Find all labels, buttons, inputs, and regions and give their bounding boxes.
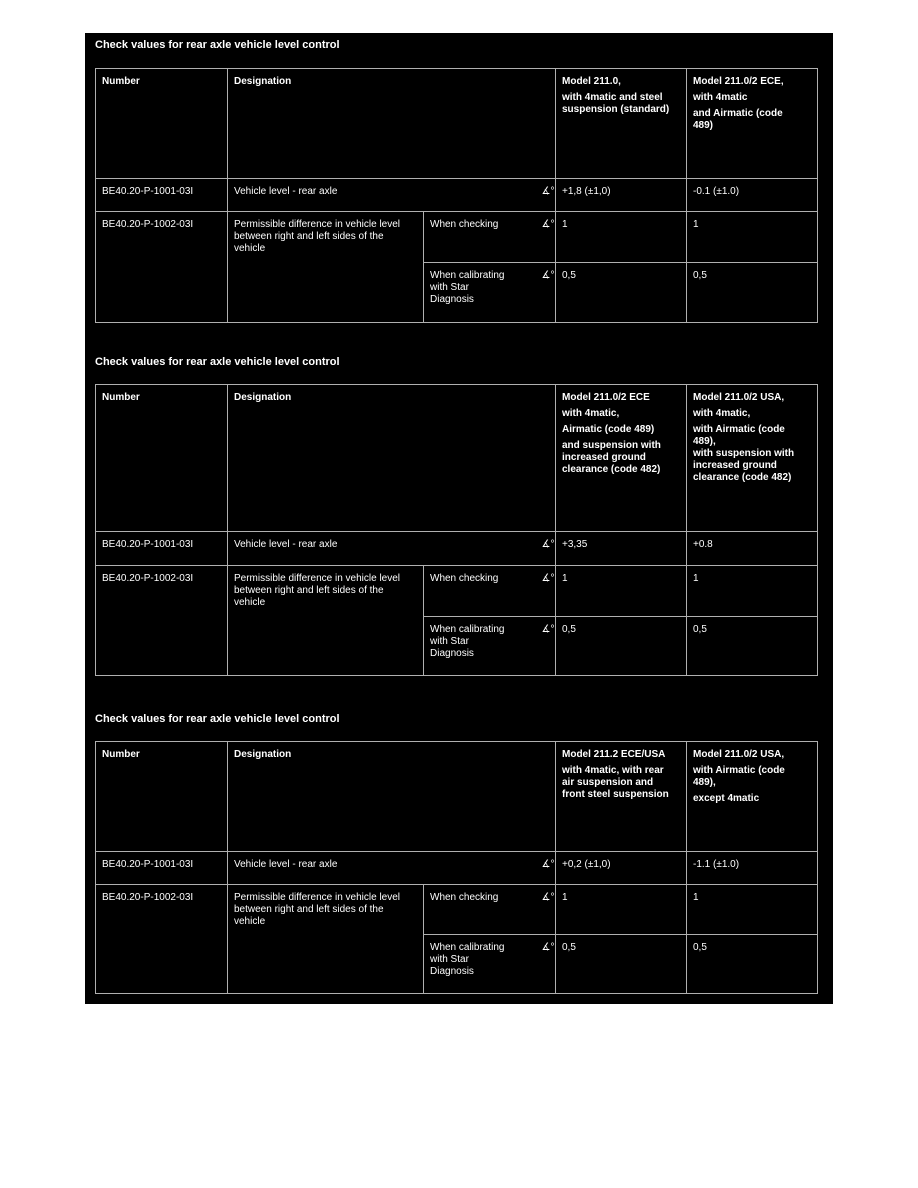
table-row	[96, 532, 818, 566]
angle-icon: ∡°	[536, 263, 556, 323]
row-designation: Vehicle level - rear axle	[228, 179, 536, 212]
when-checking-label: When checking	[424, 566, 536, 617]
table-header-row	[96, 385, 818, 532]
section-title: Check values for rear axle vehicle level control	[95, 39, 340, 51]
section-title: Check values for rear axle vehicle level control	[95, 356, 340, 368]
row-number: BE40.20-P-1002-03I	[96, 212, 228, 323]
check-values-table	[95, 384, 818, 676]
value-model-1: +0,2 (±1,0)	[556, 852, 687, 885]
table-row	[96, 852, 818, 885]
table-row	[96, 212, 818, 263]
row-designation: Permissible difference in vehicle level between right and left sides of the vehicle	[228, 212, 424, 323]
row-number: BE40.20-P-1001-03I	[96, 532, 228, 566]
value-model-1: 1	[556, 212, 687, 263]
angle-icon: ∡°	[536, 617, 556, 676]
row-number: BE40.20-P-1001-03I	[96, 852, 228, 885]
check-values-table	[95, 741, 818, 994]
value-model-2: 1	[687, 212, 818, 263]
table-header-row	[96, 742, 818, 852]
value-model-2: 0,5	[687, 935, 818, 994]
row-number: BE40.20-P-1001-03I	[96, 179, 228, 212]
header-number: Number	[96, 742, 228, 852]
header-designation: Designation	[228, 69, 556, 179]
value-model-1: 1	[556, 566, 687, 617]
value-model-2: 0,5	[687, 617, 818, 676]
table-row	[96, 179, 818, 212]
value-model-1: +1,8 (±1,0)	[556, 179, 687, 212]
header-designation: Designation	[228, 385, 556, 532]
angle-icon: ∡°	[536, 885, 556, 935]
header-model-1: Model 211.0/2 ECE with 4matic, Airmatic (code 489) and suspension with increased ground clearance (code 482)	[556, 385, 687, 532]
header-model-2: Model 211.0/2 USA, with Airmatic (code 489), except 4matic	[687, 742, 818, 852]
table-row	[96, 566, 818, 617]
header-model-1: Model 211.0, with 4matic and steel suspension (standard)	[556, 69, 687, 179]
value-model-1: 0,5	[556, 617, 687, 676]
row-number: BE40.20-P-1002-03I	[96, 885, 228, 994]
header-number: Number	[96, 69, 228, 179]
angle-icon: ∡°	[536, 566, 556, 617]
header-model-2: Model 211.0/2 ECE, with 4matic and Airmatic (code 489)	[687, 69, 818, 179]
row-designation: Vehicle level - rear axle	[228, 532, 536, 566]
when-calibrating-label: When calibrating with Star Diagnosis	[424, 935, 536, 994]
header-model-2: Model 211.0/2 USA, with 4matic, with Airmatic (code 489), with suspension with increased ground clearance (code 482)	[687, 385, 818, 532]
value-model-2: +0.8	[687, 532, 818, 566]
value-model-1: 0,5	[556, 263, 687, 323]
section-title: Check values for rear axle vehicle level control	[95, 713, 340, 725]
header-designation: Designation	[228, 742, 556, 852]
when-calibrating-label: When calibrating with Star Diagnosis	[424, 263, 536, 323]
header-number: Number	[96, 385, 228, 532]
when-checking-label: When checking	[424, 212, 536, 263]
value-model-2: 1	[687, 566, 818, 617]
header-model-1: Model 211.2 ECE/USA with 4matic, with rear air suspension and front steel suspension	[556, 742, 687, 852]
row-designation: Permissible difference in vehicle level between right and left sides of the vehicle	[228, 885, 424, 994]
row-number: BE40.20-P-1002-03I	[96, 566, 228, 676]
when-checking-label: When checking	[424, 885, 536, 935]
value-model-2: -1.1 (±1.0)	[687, 852, 818, 885]
row-designation: Vehicle level - rear axle	[228, 852, 536, 885]
document-panel	[85, 33, 833, 1004]
table-row	[96, 885, 818, 935]
value-model-2: -0.1 (±1.0)	[687, 179, 818, 212]
value-model-1: +3,35	[556, 532, 687, 566]
check-values-table	[95, 68, 818, 323]
value-model-2: 0,5	[687, 263, 818, 323]
angle-icon: ∡°	[536, 212, 556, 263]
angle-icon: ∡°	[536, 532, 556, 566]
angle-icon: ∡°	[536, 935, 556, 994]
table-header-row	[96, 69, 818, 179]
angle-icon: ∡°	[536, 179, 556, 212]
angle-icon: ∡°	[536, 852, 556, 885]
when-calibrating-label: When calibrating with Star Diagnosis	[424, 617, 536, 676]
value-model-2: 1	[687, 885, 818, 935]
value-model-1: 1	[556, 885, 687, 935]
row-designation: Permissible difference in vehicle level between right and left sides of the vehicle	[228, 566, 424, 676]
value-model-1: 0,5	[556, 935, 687, 994]
